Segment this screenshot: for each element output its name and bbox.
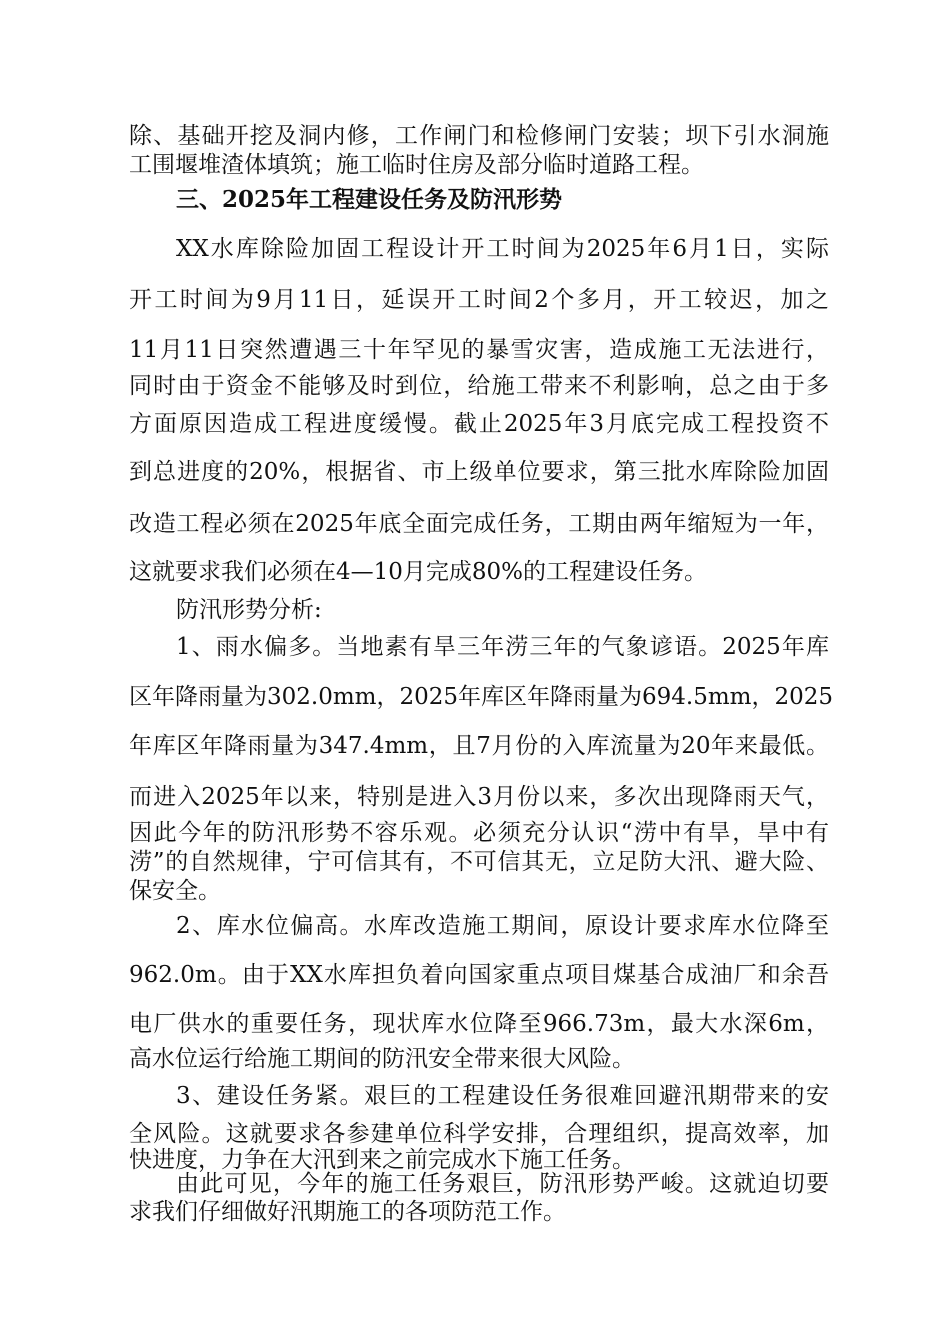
- body-text-line: 962.0m。由于XX水库担负着向国家重点项目煤基合成油厂和余吾: [129, 962, 829, 988]
- body-text-line: 由此可见，今年的施工任务艰巨，防汛形势严峻。这就迫切要: [176, 1171, 829, 1197]
- body-text-line: 年库区年降雨量为347.4mm，且7月份的入库流量为20年来最低。: [129, 733, 829, 759]
- body-text-line: 这就要求我们必须在4—10月完成80%的工程建设任务。: [129, 559, 708, 585]
- body-text-line: 高水位运行给施工期间的防汛安全带来很大风险。: [129, 1046, 635, 1072]
- body-text-line: 而进入2025年以来，特别是进入3月份以来，多次出现降雨天气，: [129, 784, 829, 810]
- body-text-line: 2、库水位偏高。水库改造施工期间，原设计要求库水位降至: [176, 913, 829, 939]
- body-text-line: 涝”的自然规律，宁可信其有，不可信其无，立足防大汛、避大险、: [129, 849, 829, 875]
- body-text-line: 同时由于资金不能够及时到位，给施工带来不利影响，总之由于多: [129, 373, 829, 399]
- body-text-line: 方面原因造成工程进度缓慢。截止2025年3月底完成工程投资不: [129, 411, 829, 437]
- body-text-line: 保安全。: [129, 878, 221, 904]
- body-text-line: 11月11日突然遭遇三十年罕见的暴雪灾害，造成施工无法进行，: [129, 337, 829, 363]
- section-heading: 三、2025年工程建设任务及防汛形势: [176, 186, 563, 213]
- body-text-line: 区年降雨量为302.0mm，2025年库区年降雨量为694.5mm，2025: [129, 684, 833, 710]
- subheading: 防汛形势分析:: [176, 597, 322, 623]
- body-text-line: 全风险。这就要求各参建单位科学安排，合理组织，提高效率，加: [129, 1121, 829, 1147]
- body-text-line: 求我们仔细做好汛期施工的各项防范工作。: [129, 1199, 566, 1225]
- body-text-line: 除、基础开挖及洞内修，工作闸门和检修闸门安装；坝下引水洞施: [129, 123, 829, 149]
- body-text-line: XX水库除险加固工程设计开工时间为2025年6月1日，实际: [176, 236, 829, 262]
- body-text-line: 到总进度的20%，根据省、市上级单位要求，第三批水库除险加固: [129, 459, 829, 485]
- body-text-line: 3、建设任务紧。艰巨的工程建设任务很难回避汛期带来的安: [176, 1083, 829, 1109]
- body-text-line: 快进度，力争在大汛到来之前完成水下施工任务。: [129, 1147, 635, 1173]
- body-text-line: 1、雨水偏多。当地素有旱三年涝三年的气象谚语。2025年库: [176, 634, 829, 660]
- body-text-line: 改造工程必须在2025年底全面完成任务，工期由两年缩短为一年，: [129, 511, 829, 537]
- body-text-line: 电厂供水的重要任务，现状库水位降至966.73m，最大水深6m，: [129, 1011, 829, 1037]
- body-text-line: 工围堰堆渣体填筑；施工临时住房及部分临时道路工程。: [129, 152, 704, 178]
- body-text-line: 因此今年的防汛形势不容乐观。必须充分认识“涝中有旱，旱中有: [129, 820, 829, 846]
- body-text-line: 开工时间为9月11日，延误开工时间2个多月，开工较迟，加之: [129, 287, 829, 313]
